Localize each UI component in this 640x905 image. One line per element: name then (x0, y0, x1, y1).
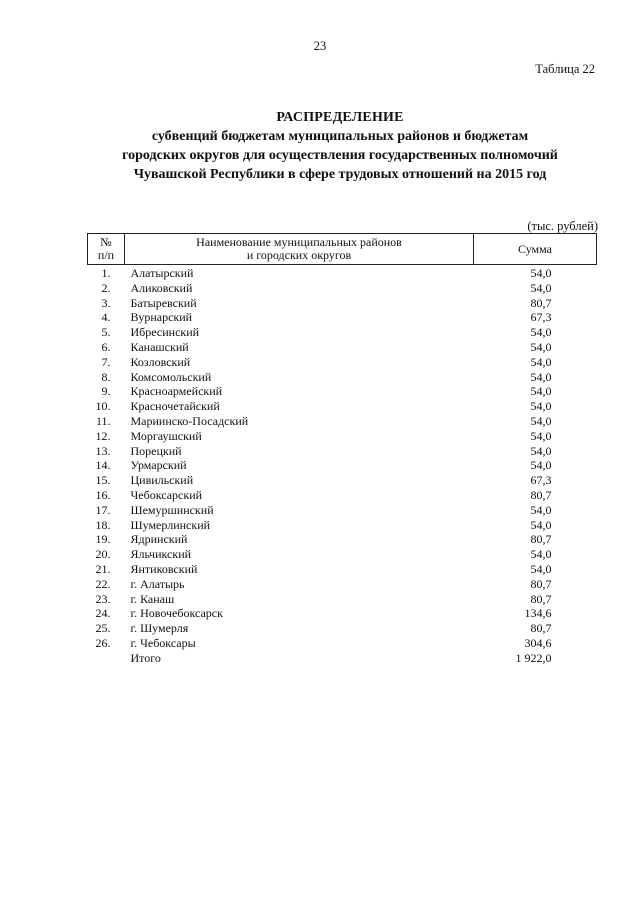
row-name: Красноармейский (130, 384, 223, 399)
table-row (88, 621, 597, 636)
table-row (88, 518, 597, 533)
title-line-1: РАСПРЕДЕЛЕНИЕ (276, 110, 404, 125)
row-sum: 304,6 (524, 635, 552, 650)
row-sum: 54,0 (530, 502, 552, 517)
header-number-line-1: № (100, 235, 112, 249)
row-name: г. Новочебоксарск (130, 606, 223, 621)
row-sum: 54,0 (530, 266, 552, 280)
row-name: Янтиковский (130, 561, 198, 576)
row-number: 3. (101, 295, 111, 310)
total-number (88, 651, 125, 666)
row-number: 10. (95, 399, 111, 414)
row-number: 4. (101, 310, 111, 325)
table-row (88, 606, 597, 621)
row-number: 26. (95, 635, 111, 650)
row-number: 13. (95, 443, 111, 458)
row-name: Шемуршинский (130, 502, 214, 517)
header-name-line-2: и городских округов (246, 248, 352, 262)
row-sum: 54,0 (530, 517, 552, 532)
row-name: Батыревский (130, 295, 197, 310)
row-number: 1. (101, 266, 111, 280)
total-label: Итого (130, 650, 161, 665)
table-row (88, 592, 597, 607)
header-sum: Сумма (474, 234, 597, 265)
table-header-row (88, 234, 597, 265)
header-name (125, 234, 474, 265)
table-row (88, 562, 597, 577)
table-row (88, 399, 597, 414)
row-sum: 54,0 (530, 339, 552, 354)
table-row (88, 636, 597, 651)
row-number: 25. (95, 621, 111, 636)
table-row (88, 577, 597, 592)
row-number: 24. (95, 606, 111, 621)
row-number: 20. (95, 547, 111, 562)
table-row (88, 265, 597, 281)
row-name: Урмарский (130, 458, 187, 473)
document-title (70, 108, 610, 184)
title-line-2: субвенций бюджетам муниципальных районов и бюджетам (151, 129, 529, 144)
table-row (88, 281, 597, 296)
row-sum: 54,0 (530, 325, 552, 340)
row-number: 16. (95, 487, 111, 502)
table-row (88, 384, 597, 399)
table-row (88, 370, 597, 385)
table-row (88, 429, 597, 444)
row-name: Канашский (130, 339, 189, 354)
table-row (88, 414, 597, 429)
row-number: 11. (95, 413, 111, 428)
table-row (88, 503, 597, 518)
header-name-line-1: Наименование муниципальных районов (196, 235, 402, 249)
row-number: 23. (95, 591, 111, 606)
total-row (88, 651, 597, 666)
row-name: Цивильский (130, 473, 194, 488)
row-number: 9. (101, 384, 111, 399)
row-name: Красночетайский (130, 399, 220, 414)
header-number-line-2: п/п (97, 248, 115, 262)
row-name: Ядринский (130, 532, 188, 547)
row-name: Яльчикский (130, 547, 192, 562)
row-sum: 54,0 (530, 413, 552, 428)
row-sum: 54,0 (530, 369, 552, 384)
row-sum: 54,0 (530, 458, 552, 473)
row-number: 22. (95, 576, 111, 591)
row-sum: 54,0 (530, 280, 552, 295)
row-sum: 80,7 (530, 532, 552, 547)
table-row (88, 355, 597, 370)
row-sum: 134,6 (524, 606, 552, 621)
row-name: Алатырский (130, 266, 194, 280)
row-sum: 54,0 (530, 384, 552, 399)
table-row (88, 296, 597, 311)
table-row (88, 473, 597, 488)
row-number: 21. (95, 561, 111, 576)
row-sum: 54,0 (530, 561, 552, 576)
row-number: 7. (101, 354, 111, 369)
row-name: г. Чебоксары (130, 635, 196, 650)
row-name: Комсомольский (130, 369, 212, 384)
row-name: Чебоксарский (130, 487, 203, 502)
table-row (88, 458, 597, 473)
row-sum: 80,7 (530, 591, 552, 606)
row-name: Вурнарский (130, 310, 193, 325)
table-row (88, 547, 597, 562)
row-sum: 80,7 (530, 576, 552, 591)
row-sum: 54,0 (530, 399, 552, 414)
row-number: 5. (101, 325, 111, 340)
table-row (88, 310, 597, 325)
table-row (88, 340, 597, 355)
title-line-3: городских округов для осуществления государственных полномочий (122, 148, 558, 163)
total-sum: 1 922,0 (515, 650, 552, 665)
row-name: г. Шумерля (130, 621, 189, 636)
row-name: Порецкий (130, 443, 182, 458)
table-label: Таблица 22 (535, 62, 595, 76)
row-name: Козловский (130, 354, 191, 369)
row-number: 8. (101, 369, 111, 384)
row-number: 17. (95, 502, 111, 517)
row-number: 15. (95, 473, 111, 488)
row-number: 14. (95, 458, 111, 473)
row-sum: 67,3 (530, 310, 552, 325)
row-number: 18. (95, 517, 111, 532)
units-note: (тыс. рублей) (527, 219, 598, 233)
row-name: Ибресинский (130, 325, 200, 340)
row-name: Мариинско-Посадский (130, 413, 249, 428)
row-sum: 80,7 (530, 487, 552, 502)
table-row (88, 444, 597, 459)
row-sum: 54,0 (530, 443, 552, 458)
title-line-4: Чувашской Республики в сфере трудовых отношений на 2015 год (133, 167, 547, 182)
row-number: 12. (95, 428, 111, 443)
header-number (88, 234, 125, 265)
row-name: Моргаушский (130, 428, 202, 443)
row-sum: 80,7 (530, 621, 552, 636)
row-sum: 67,3 (530, 473, 552, 488)
page-number: 23 (313, 39, 327, 53)
row-name: г. Канаш (130, 591, 175, 606)
table-row (88, 325, 597, 340)
row-sum: 54,0 (530, 428, 552, 443)
table-row (88, 532, 597, 547)
row-sum: 80,7 (530, 295, 552, 310)
distribution-table (87, 233, 597, 666)
row-name: г. Алатырь (130, 576, 185, 591)
row-sum: 54,0 (530, 547, 552, 562)
row-name: Аликовский (130, 280, 193, 295)
row-number: 19. (95, 532, 111, 547)
row-sum: 54,0 (530, 354, 552, 369)
table-row (88, 488, 597, 503)
row-name: Шумерлинский (130, 517, 211, 532)
row-number: 6. (101, 339, 111, 354)
row-number: 2. (101, 280, 111, 295)
